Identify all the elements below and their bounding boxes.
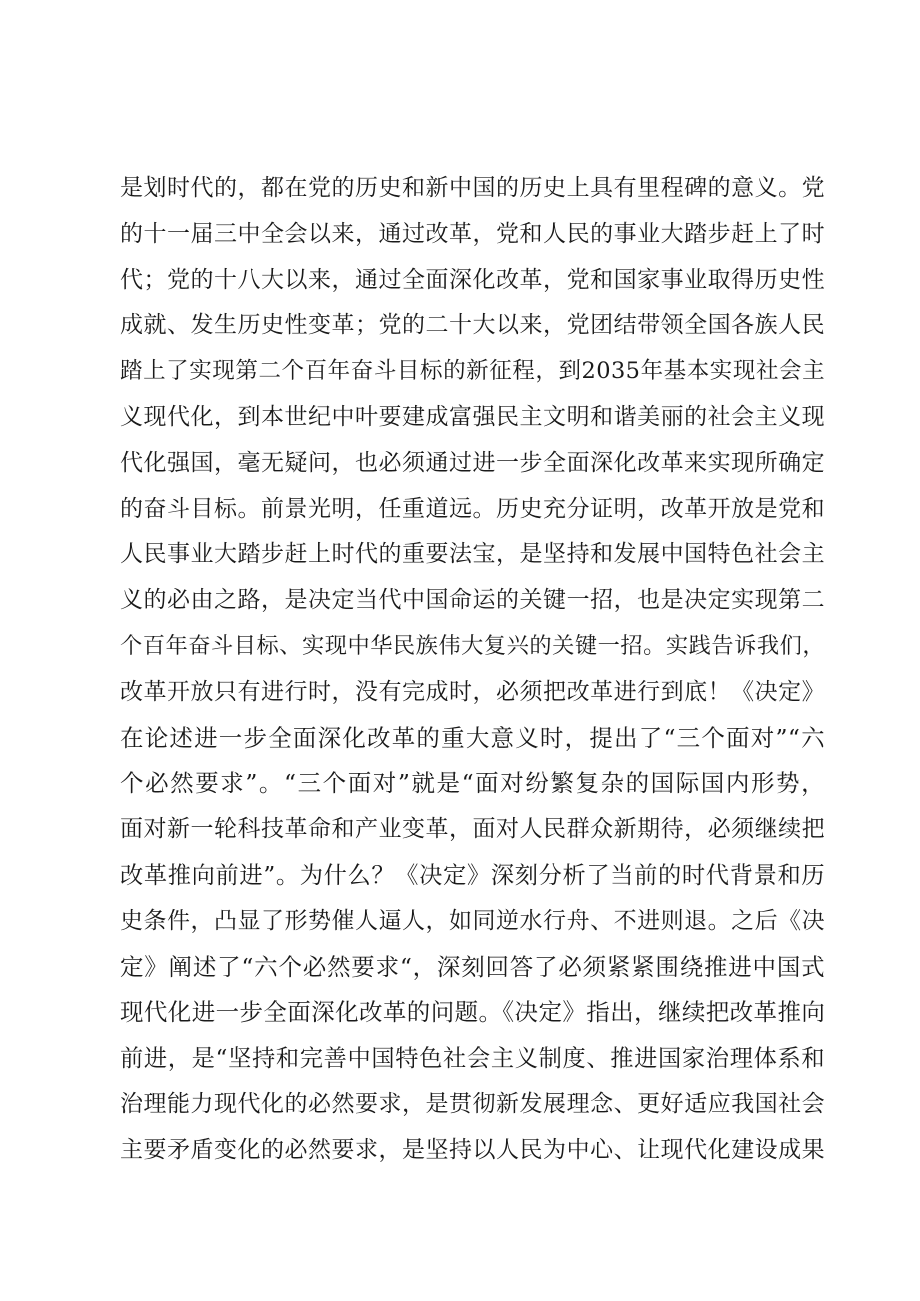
text-line: 改革推向前进”。为什么？《决定》深刻分析了当前的时代背景和历 [120,861,825,889]
text-line: 现代化进一步全面深化改革的问题。《决定》指出，继续把改革推向 [120,998,825,1027]
body-text [120,166,825,1174]
text-line: 踏上了实现第二个百年奋斗目标的新征程，到2035年基本实现社会主 [120,358,825,385]
text-line: 成就、发生历史性变革；党的二十大以来，党团结带领全国各族人民 [120,312,825,339]
text-line: 面对新一轮科技革命和产业变革，面对人民群众新期待，必须继续把 [120,816,825,843]
text-line: 是划时代的，都在党的历史和新中国的历史上具有里程碑的意义。党 [120,175,825,201]
text-line: 代；党的十八大以来，通过全面深化改革，党和国家事业取得历史性 [120,266,825,293]
text-line: 个百年奋斗目标、实现中华民族伟大复兴的关键一招。实践告诉我们， [120,632,825,659]
text-line: 的十一届三中全会以来，通过改革，党和人民的事业大踏步赶上了时 [120,220,825,247]
text-line: 个必然要求”。“三个面对”就是“面对纷繁复杂的国际国内形势， [120,769,825,798]
text-line: 定》阐述了“六个必然要求“，深刻回答了必须紧紧围绕推进中国式 [120,952,825,981]
text-line: 代化强国，毫无疑问，也必须通过进一步全面深化改革来实现所确定 [120,449,825,476]
text-line: 治理能力现代化的必然要求，是贯彻新发展理念、更好适应我国社会 [120,1090,825,1117]
text-line: 主要矛盾变化的必然要求，是坚持以人民为中心、让现代化建设成果 [120,1136,825,1163]
text-line: 在论述进一步全面深化改革的重大意义时，提出了“三个面对”“六 [120,723,825,752]
text-line: 人民事业大踏步赶上时代的重要法宝，是坚持和发展中国特色社会主 [120,541,825,568]
text-line: 前进，是“坚持和完善中国特色社会主义制度、推进国家治理体系和 [120,1045,825,1073]
text-line: 义的必由之路，是决定当代中国命运的关键一招，也是决定实现第二 [120,587,825,614]
text-line: 改革开放只有进行时，没有完成时，必须把改革进行到底！《决定》 [120,678,825,705]
text-line: 史条件，凸显了形势催人逼人，如同逆水行舟、不进则退。之后《决 [120,907,825,934]
text-line: 义现代化，到本世纪中叶要建成富强民主文明和谐美丽的社会主义现 [120,403,825,430]
text-line: 的奋斗目标。前景光明，任重道远。历史充分证明，改革开放是党和 [120,495,825,522]
